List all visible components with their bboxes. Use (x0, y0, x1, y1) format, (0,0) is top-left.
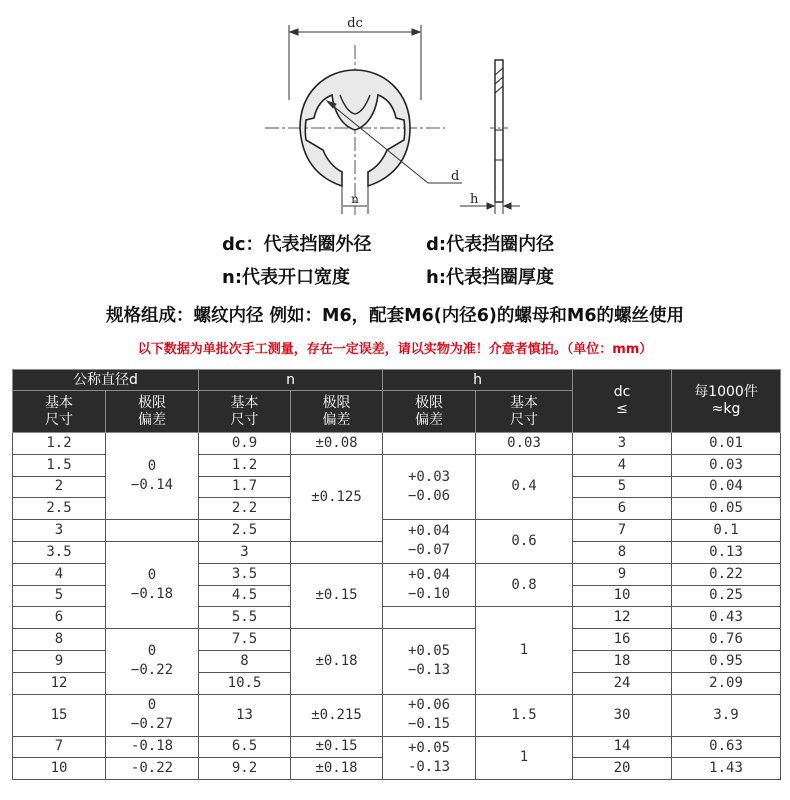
h-tol-cell-empty (383, 607, 476, 629)
d-tol-cell (106, 541, 199, 628)
h-basic-cell: 1.5 (476, 694, 573, 736)
dc-cell: 30 (573, 694, 672, 736)
h-dim-label: h (470, 192, 479, 207)
dc-cell: 10 (573, 585, 672, 607)
h-basic-cell: 0.03 (476, 433, 573, 455)
dc-cell: 9 (573, 563, 672, 585)
spec-composition: 规格组成：螺纹内径 例如：M6，配套M6(内径6)的螺母和M6的螺丝使用 (105, 306, 685, 326)
header-d-tol-line1: 极限 (138, 394, 166, 411)
header-h-tol (383, 391, 476, 433)
h-tol-lower: −0.07 (407, 542, 451, 559)
d-basic-cell: 4 (13, 563, 106, 585)
d-dim-label: d (451, 169, 460, 184)
weight-cell: 0.43 (672, 607, 781, 629)
header-h-basic (476, 391, 573, 433)
header-weight-line2: ≈kg (711, 401, 741, 417)
d-basic-cell: 1.2 (13, 433, 106, 455)
weight-cell: 0.63 (672, 736, 781, 758)
weight-cell: 0.95 (672, 650, 781, 672)
d-tol-cell: -0.18 (106, 736, 199, 758)
h-basic-cell: 1 (476, 607, 573, 694)
d-tol-lower: −0.27 (130, 716, 174, 733)
header-d-basic-line2: 尺寸 (45, 411, 73, 428)
legend (0, 230, 790, 290)
dc-cell: 12 (573, 607, 672, 629)
h-tol-upper: +0.05 (407, 739, 451, 756)
header-n-tol-line1: 极限 (322, 394, 351, 411)
d-tol-cell (106, 629, 199, 694)
h-tol-lower: −0.15 (407, 716, 451, 733)
n-basic-cell: 5.5 (199, 607, 291, 629)
d-basic-cell: 15 (13, 694, 106, 736)
d-basic-cell: 12 (13, 672, 106, 694)
dc-cell: 16 (573, 629, 672, 651)
header-n-basic-line2: 尺寸 (230, 411, 259, 428)
weight-cell: 0.03 (672, 454, 781, 476)
weight-cell: 0.13 (672, 541, 781, 563)
n-basic-cell: 9.2 (199, 758, 291, 780)
header-n-tol (291, 391, 383, 433)
spec-table (12, 369, 781, 780)
n-tol-cell: ±0.125 (291, 454, 383, 541)
h-tol-upper: +0.06 (407, 697, 451, 714)
h-basic-cell: 0.8 (476, 563, 573, 607)
h-tol-lower: −0.13 (407, 662, 451, 679)
header-weight-line1: 每1000件 (694, 384, 758, 400)
header-n-tol-line2: 偏差 (322, 411, 351, 428)
legend-d: d:代表挡圈内径 (426, 234, 555, 255)
n-dim-label: n (351, 192, 359, 206)
measurement-note: 以下数据为单批次手工测量，存在一定误差，请以实物为准！介意者慎拍。（单位：mm） (137, 342, 653, 357)
dc-cell: 6 (573, 498, 672, 520)
weight-cell: 3.9 (672, 694, 781, 736)
n-tol-cell: ±0.215 (291, 694, 383, 736)
legend-h: h:代表挡圈厚度 (426, 267, 555, 288)
header-h-basic-line2: 尺寸 (510, 411, 539, 428)
d-tol-lower: −0.14 (130, 477, 174, 494)
dc-cell: 8 (573, 541, 672, 563)
n-basic-cell: 2.5 (199, 520, 291, 542)
h-tol-cell (383, 520, 476, 564)
h-tol-cell (383, 736, 476, 780)
h-tol-upper: +0.05 (407, 643, 451, 660)
h-tol-upper: +0.04 (407, 567, 451, 584)
dc-cell: 4 (573, 454, 672, 476)
d-tol-upper: 0 (147, 458, 157, 475)
weight-cell: 0.05 (672, 498, 781, 520)
h-tol-upper: +0.04 (407, 523, 451, 540)
header-nominal-diameter: 公称直径d (13, 370, 199, 391)
n-tol-cell: ±0.18 (291, 758, 383, 780)
header-h-basic-line1: 基本 (510, 394, 539, 411)
d-basic-cell: 2 (13, 476, 106, 498)
n-basic-cell: 3 (199, 541, 291, 563)
n-tol-cell: ±0.15 (291, 736, 383, 758)
d-basic-cell: 6 (13, 607, 106, 629)
n-basic-cell: 7.5 (199, 629, 291, 651)
n-basic-cell: 1.7 (199, 476, 291, 498)
dc-cell: 14 (573, 736, 672, 758)
table-row (13, 694, 781, 736)
d-tol-upper: 0 (147, 643, 157, 660)
header-h-tol-line2: 偏差 (415, 411, 444, 428)
n-basic-cell: 2.2 (199, 498, 291, 520)
legend-n: n:代表开口宽度 (222, 267, 351, 288)
dc-cell: 3 (573, 433, 672, 455)
h-basic-cell: 0.4 (476, 454, 573, 519)
weight-cell: 0.25 (672, 585, 781, 607)
n-basic-cell: 10.5 (199, 672, 291, 694)
d-basic-cell: 2.5 (13, 498, 106, 520)
d-tol-lower: −0.22 (130, 662, 174, 679)
header-dc-line1: dc (613, 384, 631, 400)
h-tol-cell (383, 563, 476, 607)
header-d-basic (13, 391, 106, 433)
n-basic-cell: 4.5 (199, 585, 291, 607)
h-dimension (460, 190, 520, 214)
dc-cell: 24 (573, 672, 672, 694)
h-basic-cell: 0.6 (476, 520, 573, 564)
d-tol-lower: −0.18 (130, 586, 174, 603)
weight-cell: 0.76 (672, 629, 781, 651)
h-tol-cell (383, 454, 476, 519)
n-basic-cell: 13 (199, 694, 291, 736)
header-n: n (199, 370, 383, 391)
header-d-tol (106, 391, 199, 433)
d-basic-cell: 9 (13, 650, 106, 672)
h-tol-lower: -0.13 (407, 758, 451, 775)
d-tol-cell (106, 694, 199, 736)
header-d-tol-line2: 偏差 (138, 411, 166, 428)
h-basic-cell: 1 (476, 736, 573, 780)
table-row (13, 736, 781, 758)
header-h: h (383, 370, 573, 391)
n-tol-cell: ±0.18 (291, 629, 383, 694)
h-tol-cell (383, 694, 476, 736)
d-basic-cell: 5 (13, 585, 106, 607)
e-ring-diagram (0, 0, 790, 225)
n-tol-cell: ±0.08 (291, 433, 383, 455)
side-view (490, 60, 508, 202)
weight-cell: 0.1 (672, 520, 781, 542)
d-tol-cell: -0.22 (106, 758, 199, 780)
d-basic-cell: 8 (13, 629, 106, 651)
h-tol-lower: −0.10 (407, 586, 451, 603)
d-basic-cell: 3 (13, 520, 106, 542)
header-weight (672, 370, 781, 433)
d-basic-cell: 7 (13, 736, 106, 758)
header-dc (573, 370, 672, 433)
weight-cell: 0.22 (672, 563, 781, 585)
dc-cell: 20 (573, 758, 672, 780)
table-row (13, 433, 781, 455)
dc-cell: 7 (573, 520, 672, 542)
n-tol-cell: ±0.15 (291, 563, 383, 628)
header-n-basic (199, 391, 291, 433)
dc-dim-label: dc (347, 16, 363, 31)
d-basic-cell: 1.5 (13, 454, 106, 476)
weight-cell: 2.09 (672, 672, 781, 694)
header-h-tol-line1: 极限 (415, 394, 444, 411)
h-tol-cell (383, 629, 476, 694)
d-tol-upper: 0 (147, 567, 157, 584)
header-d-basic-line1: 基本 (45, 394, 73, 411)
h-tol-lower: −0.06 (407, 487, 451, 504)
n-basic-cell: 1.2 (199, 454, 291, 476)
d-tol-cell-empty (106, 520, 199, 542)
d-basic-cell: 10 (13, 758, 106, 780)
header-dc-line2: ≤ (616, 401, 628, 417)
n-tol-cell-empty (291, 541, 383, 563)
d-basic-cell: 3.5 (13, 541, 106, 563)
h-tol-cell-empty (383, 433, 476, 455)
n-basic-cell: 6.5 (199, 736, 291, 758)
weight-cell: 0.01 (672, 433, 781, 455)
d-tol-upper: 0 (147, 697, 157, 714)
dc-cell: 5 (573, 476, 672, 498)
header-n-basic-line1: 基本 (230, 394, 259, 411)
n-basic-cell: 0.9 (199, 433, 291, 455)
legend-dc: dc：代表挡圈外径 (222, 234, 372, 255)
weight-cell: 1.43 (672, 758, 781, 780)
n-basic-cell: 3.5 (199, 563, 291, 585)
table-row (13, 629, 781, 651)
weight-cell: 0.04 (672, 476, 781, 498)
dc-cell: 18 (573, 650, 672, 672)
h-tol-upper: +0.03 (407, 468, 451, 485)
table-row (13, 520, 781, 542)
n-basic-cell: 8 (199, 650, 291, 672)
d-tol-cell (106, 433, 199, 520)
